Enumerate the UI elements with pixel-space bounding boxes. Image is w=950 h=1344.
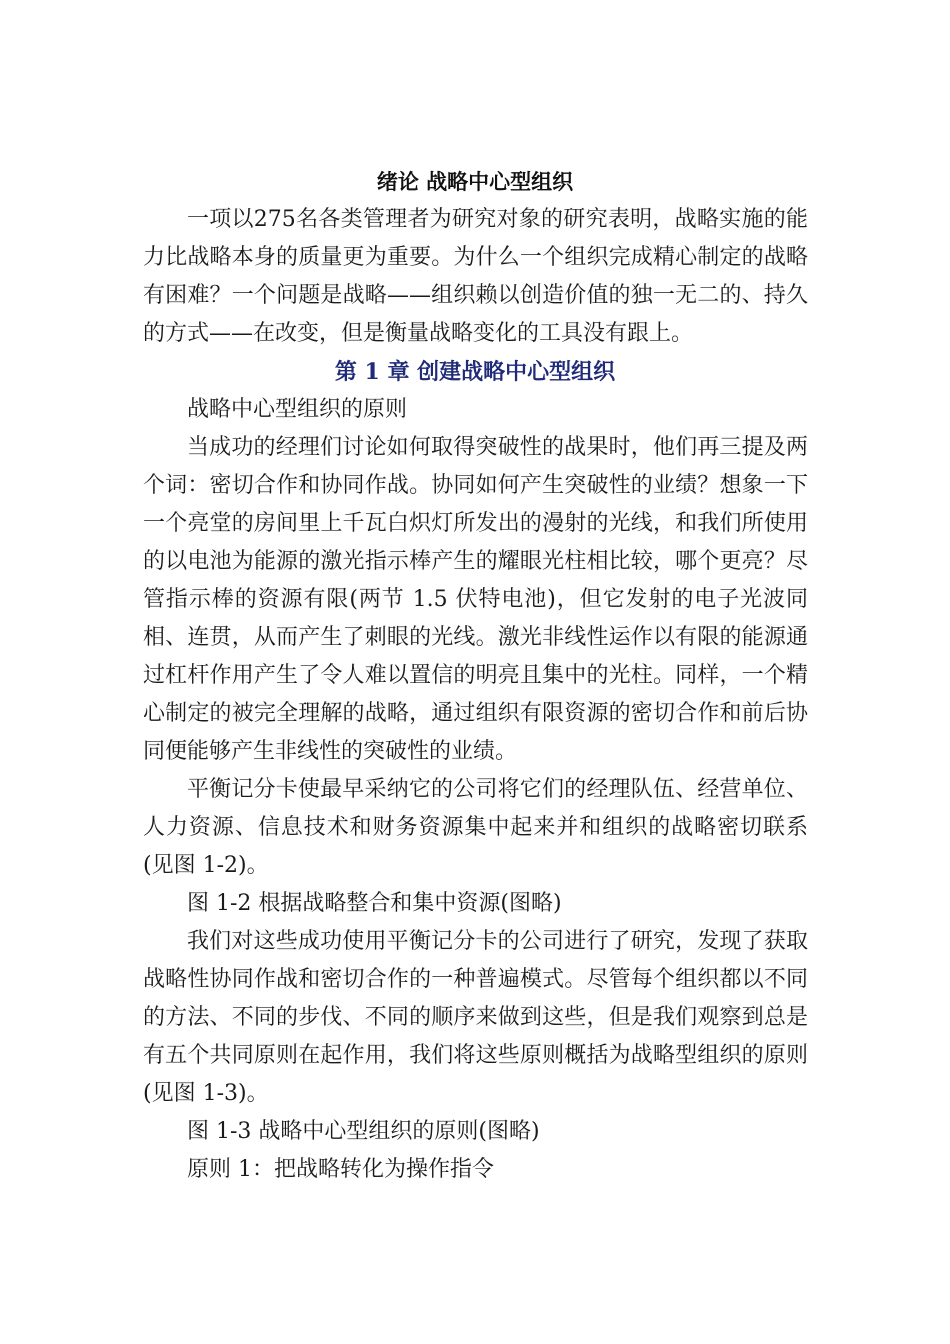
body-paragraph: 我们对这些成功使用平衡记分卡的公司进行了研究，发现了获取战略性协同作战和密切合作的一种普遍模式。尽管每个组织都以不同的方法、不同的步伐、不同的顺序来做到这些，但是我们观察到总是有五个共同原则在起作用，我们将这些原则概括为战略型组织的原则(见图 1-3)。 <box>143 929 808 1106</box>
chapter-heading: 第 1 章 创建战略中心型组织 <box>334 359 616 385</box>
body-block <box>143 391 808 1189</box>
figure-caption: 图 1-2 根据战略整合和集中资源(图略) <box>187 891 562 916</box>
figure-caption: 图 1-3 战略中心型组织的原则(图略) <box>187 1119 540 1144</box>
section-heading: 战略中心型组织的原则 <box>187 397 408 422</box>
body-paragraph: 平衡记分卡使最早采纳它的公司将它们的经理队伍、经营单位、人力资源、信息技术和财务资源集中起来并和组织的战略密切联系(见图 1-2)。 <box>143 777 808 878</box>
intro-block <box>143 201 808 353</box>
document-title: 绪论 战略中心型组织 <box>376 170 574 194</box>
intro-paragraph: 一项以275名各类管理者为研究对象的研究表明，战略实施的能力比战略本身的质量更为重要。为什么一个组织完成精心制定的战略有困难？一个问题是战略——组织赖以创造价值的独一无二的、持久的方式——在改变，但是衡量战略变化的工具没有跟上。 <box>143 207 808 346</box>
principle-heading: 原则 1：把战略转化为操作指令 <box>187 1157 494 1182</box>
body-paragraph: 当成功的经理们讨论如何取得突破性的战果时，他们再三提及两个词：密切合作和协同作战。协同如何产生突破性的业绩？想象一下一个亮堂的房间里上千瓦白炽灯所发出的漫射的光线，和我们所使用的以电池为能源的激光指示棒产生的耀眼光柱相比较，哪个更亮？尽管指示棒的资源有限(两节 1.5 伏特电池)，但它发射的电子光波同相、连贯，从而产生了刺眼的光线。激光非线性运作以有限的能源通过杠杆作用产生了令人难以置信的明亮且集中的光柱。同样，一个精心制定的被完全理解的战略，通过组织有限资源的密切合作和前后协同便能够产生非线性的突破性的业绩。 <box>143 435 808 764</box>
